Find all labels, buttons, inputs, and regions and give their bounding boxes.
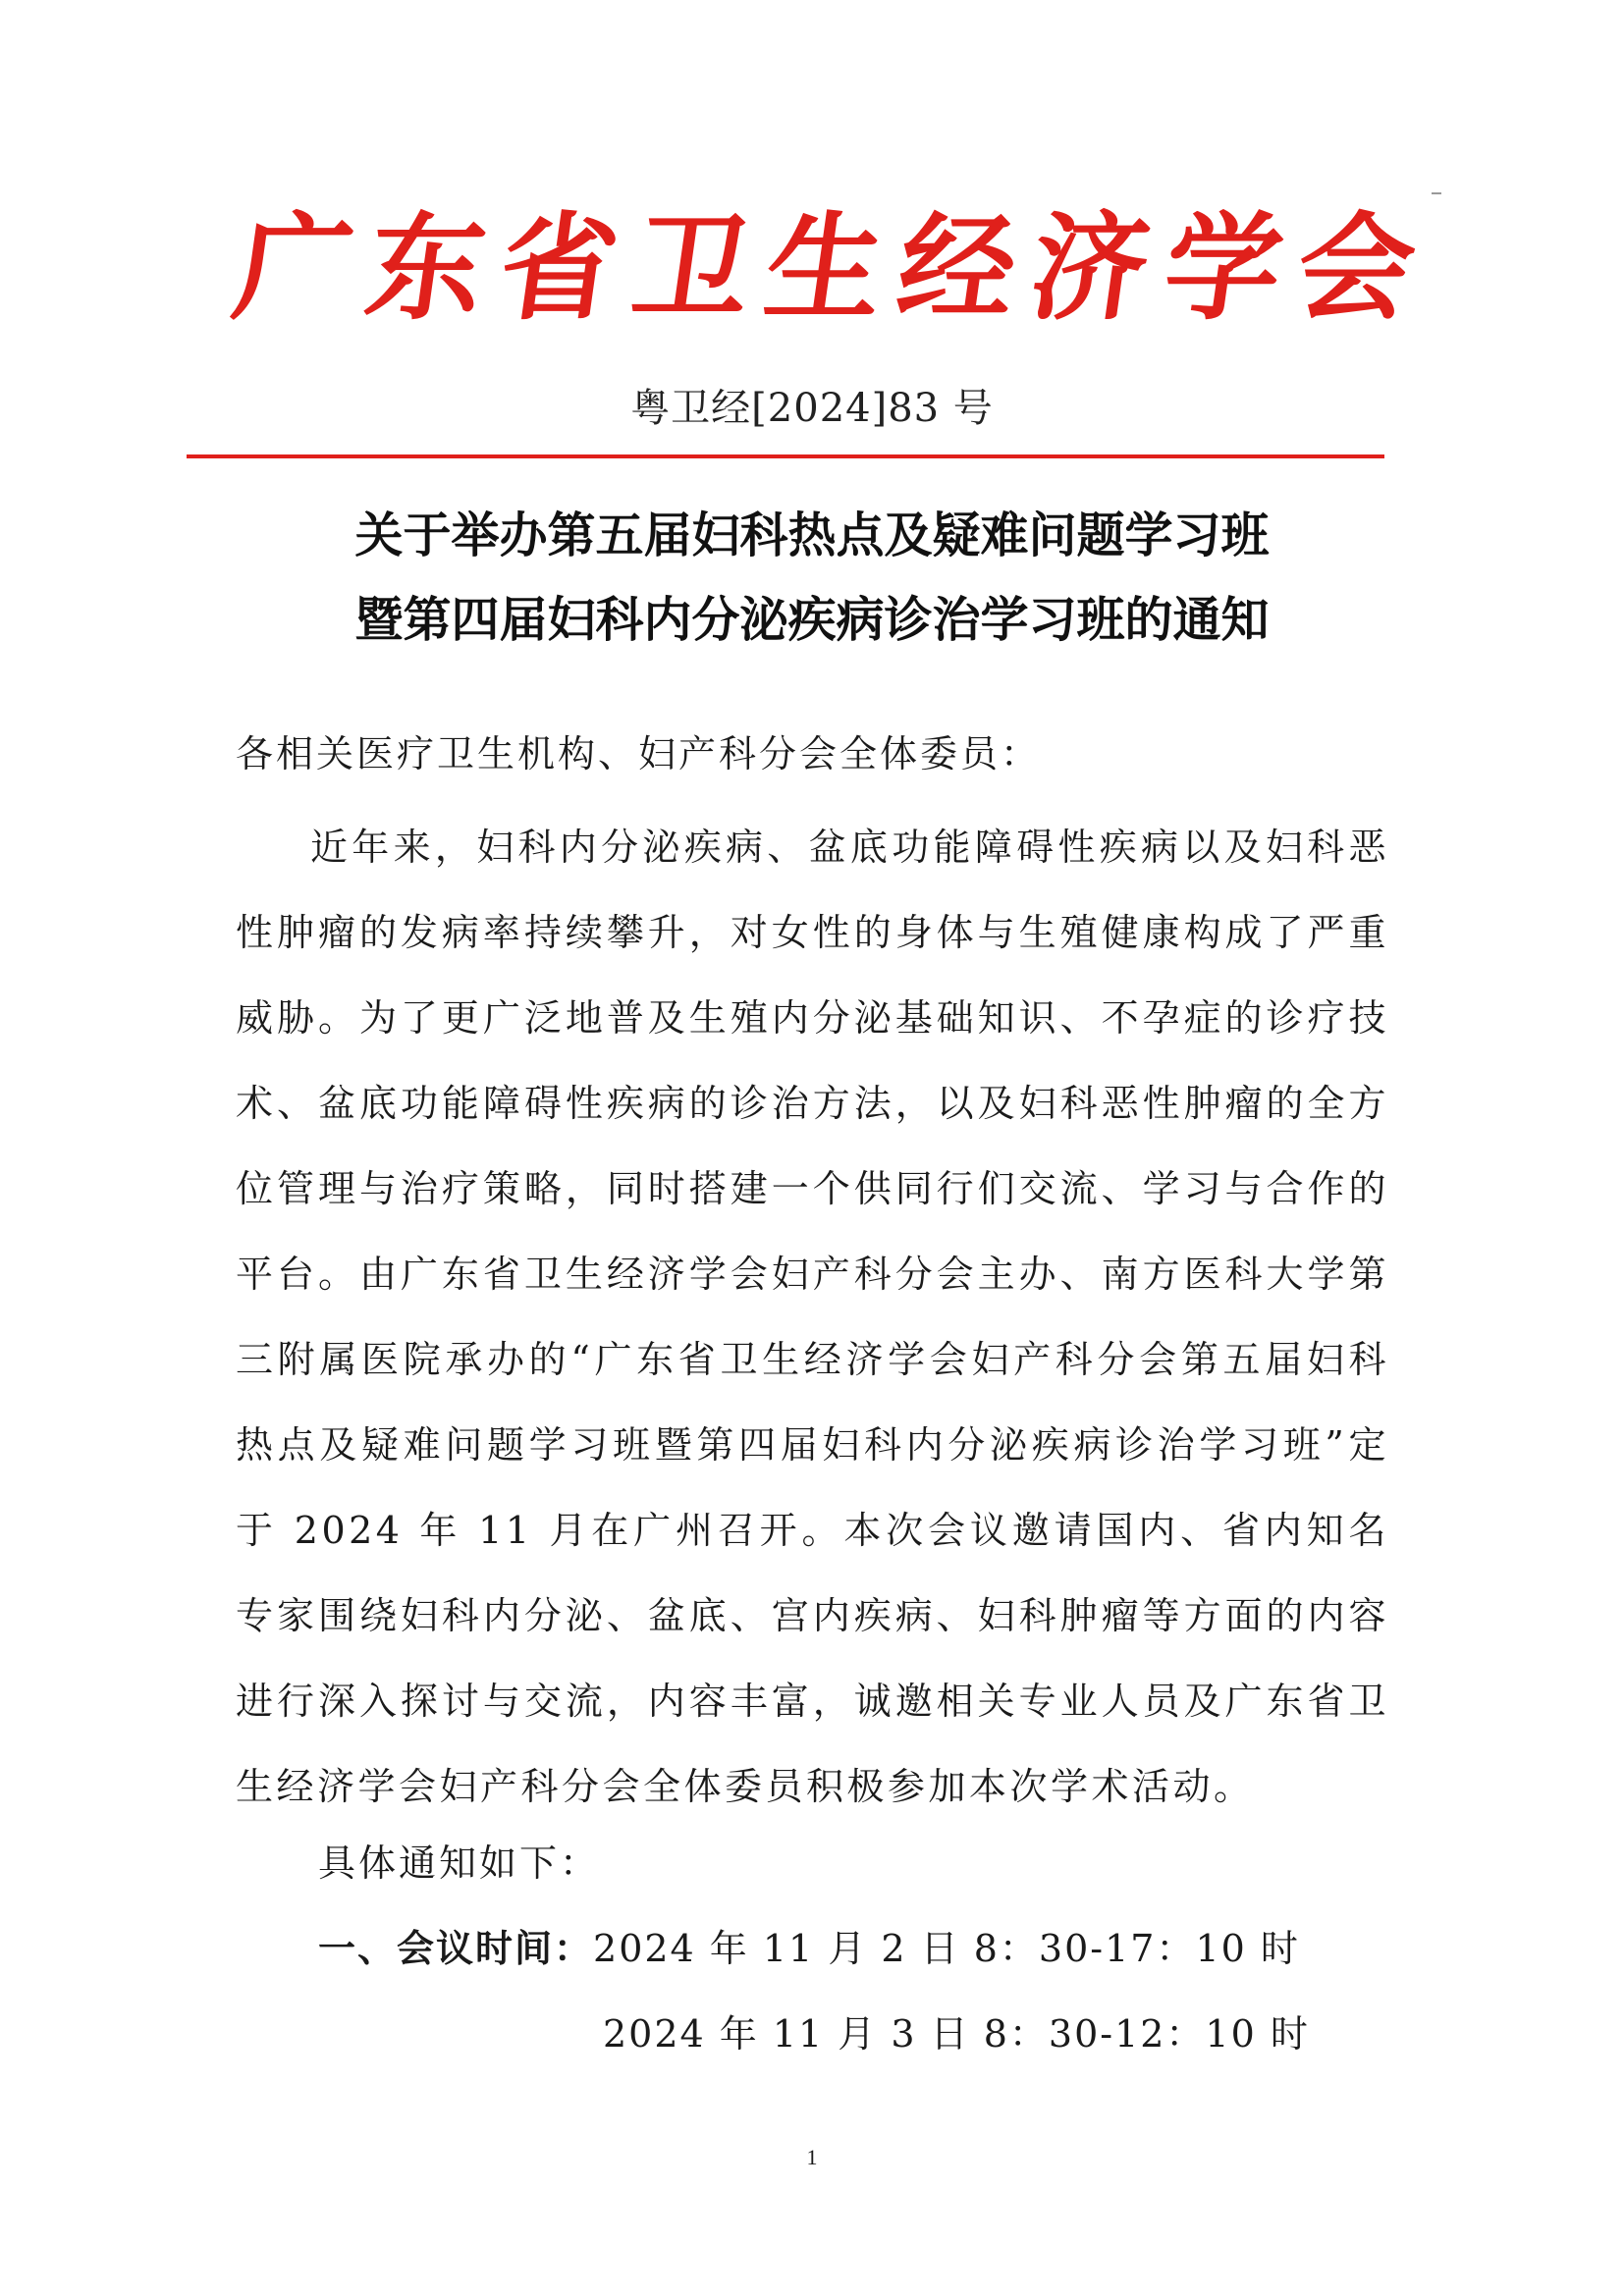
notice-title-line-1: 关于举办第五届妇科热点及疑难问题学习班 [354, 507, 1270, 563]
meeting-time-row-1 [318, 1914, 1300, 1983]
org-char: 广 [226, 199, 361, 336]
org-char: 卫 [624, 199, 760, 336]
org-char: 济 [1022, 199, 1159, 336]
meeting-time-2: 2024 年 11 月 3 日 8：30-12：10 时 [603, 2012, 1310, 2056]
page-number: 1 [806, 2145, 818, 2169]
document-number: 粤卫经[2024]83 号 [630, 386, 994, 431]
org-char: 省 [491, 199, 627, 336]
letterhead-divider [187, 454, 1384, 458]
org-char: 东 [358, 199, 495, 336]
organization-name-logo [226, 185, 1424, 351]
org-char: 会 [1288, 199, 1424, 336]
corner-mark [1432, 192, 1441, 194]
org-char: 学 [1155, 199, 1291, 336]
notice-title-line-2: 暨第四届妇科内分泌疾病诊治学习班的通知 [354, 592, 1270, 648]
meeting-time-1: 2024 年 11 月 2 日 8：30-17：10 时 [593, 1927, 1300, 1970]
details-intro: 具体通知如下： [318, 1842, 601, 1885]
body-paragraph: 近年来，妇科内分泌疾病、盆底功能障碍性疾病以及妇科恶性肿瘤的发病率持续攀升，对女性的身体与生殖健康构成了严重威胁。为了更广泛地普及生殖内分泌基础知识、不孕症的诊疗技术、盆底功能障碍性疾病的诊治方法，以及妇科恶性肿瘤的全方位管理与治疗策略，同时搭建一个供同行们交流、学习与合作的平台。由广东省卫生经济学会妇产科分会主办、南方医科大学第三附属医院承办的“广东省卫生经济学会妇产科分会第五届妇科热点及疑难问题学习班暨第四届妇科内分泌疾病诊治学习班”定于 2024 年 11 月在广州召开。本次会议邀请国内、省内知名专家围绕妇科内分泌、盆底、宫内疾病、妇科肿瘤等方面的内容进行深入探讨与交流，内容丰富，诚邀相关专业人员及广东省卫生经济学会妇产科分会全体委员积极参加本次学术活动。 [236, 826, 1389, 1808]
addressee: 各相关医疗卫生机构、妇产科分会全体委员： [236, 732, 1042, 775]
org-char: 生 [757, 199, 893, 336]
org-char: 经 [890, 199, 1026, 336]
meeting-time-row-2 [603, 2000, 1310, 2068]
meeting-time-label: 一、会议时间： [318, 1927, 594, 1970]
